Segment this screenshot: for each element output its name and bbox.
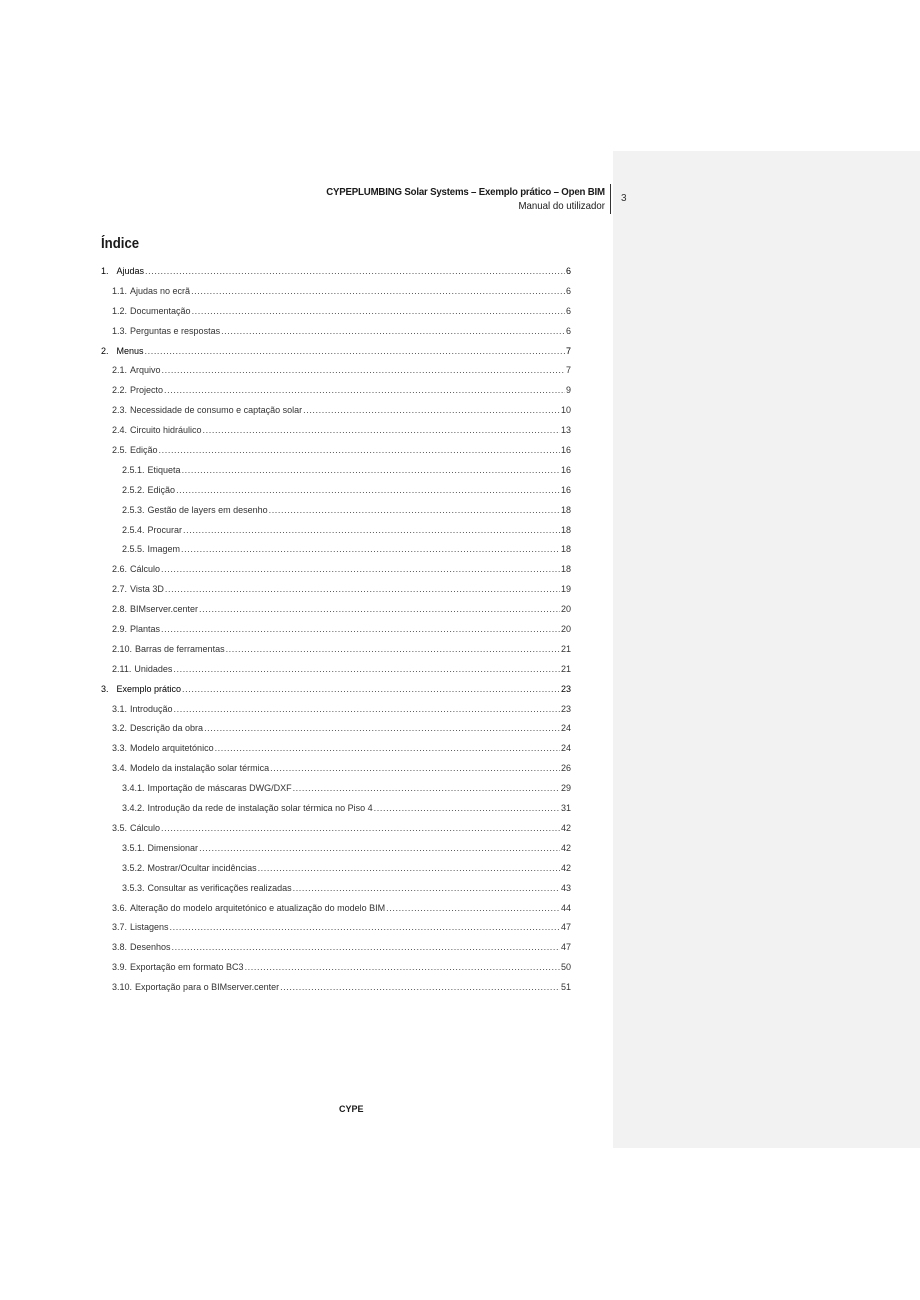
toc-dot-leader — [172, 940, 560, 954]
toc-entry[interactable] — [101, 263, 571, 283]
toc-entry-label: Cálculo — [130, 822, 161, 833]
toc-entry[interactable] — [101, 641, 571, 661]
toc-entry-label: Vista 3D — [130, 584, 164, 595]
toc-entry-number: 2.2. — [112, 385, 128, 396]
toc-entry-page: 6 — [565, 285, 571, 296]
toc-dot-leader — [293, 781, 560, 795]
toc-entry-page: 47 — [560, 942, 571, 953]
toc-entry-number: 2.9. — [112, 624, 128, 635]
toc-dot-leader — [174, 702, 560, 716]
toc-entry-page: 26 — [560, 763, 571, 774]
toc-dot-leader — [161, 622, 560, 636]
toc-entry-page: 20 — [560, 624, 571, 635]
toc-dot-leader — [221, 324, 565, 338]
toc-dot-leader — [226, 642, 560, 656]
toc-entry-page: 42 — [560, 862, 571, 873]
toc-entry-page: 18 — [560, 564, 571, 575]
toc-entry-label: Imagem — [147, 544, 181, 555]
toc-entry-label: Procurar — [147, 524, 183, 535]
toc-dot-leader — [165, 582, 560, 596]
toc-entry-page: 20 — [560, 604, 571, 615]
toc-entry-label: Introdução da rede de instalação solar térmica no Piso 4 — [147, 803, 373, 814]
toc-entry-number: 3.4. — [112, 763, 128, 774]
toc-entry-label: Documentação — [130, 305, 191, 316]
toc-entry-number: 2.10. — [112, 643, 133, 654]
toc-entry-page: 43 — [560, 882, 571, 893]
toc-dot-leader — [162, 363, 565, 377]
toc-entry-number: 3.4.1. — [122, 783, 145, 794]
toc-entry[interactable] — [101, 701, 571, 721]
toc-entry-label: Modelo da instalação solar térmica — [130, 763, 270, 774]
toc-entry-page: 7 — [565, 365, 571, 376]
toc-dot-leader — [374, 801, 560, 815]
toc-entry-number: 3.7. — [112, 922, 128, 933]
toc-dot-leader — [270, 761, 560, 775]
toc-entry-label: Exemplo prático — [116, 683, 182, 694]
toc-entry-number: 2.7. — [112, 584, 128, 595]
toc-entry-label: Alteração do modelo arquitetónico e atualização do modelo BIM — [130, 902, 386, 913]
toc-entry-page: 23 — [560, 703, 571, 714]
page-header — [302, 185, 605, 213]
toc-entry-label: Cálculo — [130, 564, 161, 575]
toc-entry-label: Dimensionar — [147, 842, 199, 853]
toc-entry-page: 24 — [560, 743, 571, 754]
toc-entry[interactable] — [101, 601, 571, 621]
toc-dot-leader — [199, 602, 560, 616]
toc-entry-page: 50 — [560, 962, 571, 973]
toc-entry-number: 3.5.1. — [122, 842, 145, 853]
toc-entry-label: Introdução — [130, 703, 173, 714]
toc-entry-page: 6 — [565, 305, 571, 316]
toc-entry-label: Modelo arquitetónico — [130, 743, 214, 754]
toc-dot-leader — [183, 523, 560, 537]
toc-entry-number: 2.11. — [112, 663, 132, 674]
toc-entry[interactable] — [101, 979, 571, 999]
toc-entry-label: Unidades — [134, 663, 173, 674]
toc-entry-label: Exportação em formato BC3 — [130, 962, 244, 973]
toc-entry-number: 2.5. — [112, 445, 128, 456]
toc-entry-number: 3.4.2. — [122, 803, 145, 814]
toc-entry[interactable] — [101, 621, 571, 641]
toc-dot-leader — [159, 443, 560, 457]
toc-entry-number: 3.5.2. — [122, 862, 145, 873]
toc-entry[interactable] — [101, 541, 571, 561]
toc-entry-page: 6 — [565, 325, 571, 336]
toc-entry-number: 2.5.3. — [122, 504, 145, 515]
toc-entry[interactable] — [101, 860, 571, 880]
toc-entry-page: 16 — [560, 464, 571, 475]
toc-entry-label: Descrição da obra — [130, 723, 204, 734]
toc-dot-leader — [293, 881, 560, 895]
toc-entry-page: 47 — [560, 922, 571, 933]
toc-entry[interactable] — [101, 502, 571, 522]
toc-entry[interactable] — [101, 283, 571, 303]
toc-entry-number: 2.8. — [112, 604, 128, 615]
toc-entry-number: 3.5.3. — [122, 882, 145, 893]
footer-brand: CYPE — [339, 1104, 364, 1114]
toc-entry-number: 2.5.1. — [122, 464, 145, 475]
toc-dot-leader — [215, 741, 560, 755]
toc-entry[interactable] — [101, 939, 571, 959]
toc-entry-number: 2.1. — [112, 365, 128, 376]
page-number: 3 — [621, 193, 627, 204]
toc-entry-page: 42 — [560, 842, 571, 853]
table-of-contents — [101, 263, 571, 999]
toc-entry-page: 16 — [560, 484, 571, 495]
toc-entry-page: 18 — [560, 544, 571, 555]
toc-entry-page: 51 — [560, 982, 571, 993]
toc-dot-leader — [204, 721, 560, 735]
toc-entry-label: Mostrar/Ocultar incidências — [147, 862, 257, 873]
toc-entry-number: 1.1. — [112, 285, 128, 296]
toc-entry-page: 18 — [560, 524, 571, 535]
toc-entry[interactable] — [101, 462, 571, 482]
toc-entry-number: 3. — [101, 683, 109, 694]
toc-entry[interactable] — [101, 442, 571, 462]
toc-entry[interactable] — [101, 402, 571, 422]
toc-entry[interactable] — [101, 919, 571, 939]
toc-entry-page: 31 — [560, 803, 571, 814]
toc-entry-number: 2.3. — [112, 405, 128, 416]
toc-entry[interactable] — [101, 382, 571, 402]
toc-entry[interactable] — [101, 880, 571, 900]
toc-entry[interactable] — [101, 522, 571, 542]
toc-dot-leader — [192, 304, 565, 318]
toc-entry[interactable] — [101, 740, 571, 760]
toc-entry-page: 7 — [565, 345, 571, 356]
toc-entry[interactable] — [101, 840, 571, 860]
toc-entry-label: Consultar as verificações realizadas — [147, 882, 292, 893]
toc-entry-number: 3.10. — [112, 982, 133, 993]
toc-entry-label: Exportação para o BIMserver.center — [135, 982, 280, 993]
toc-dot-leader — [280, 980, 560, 994]
toc-entry-label: Necessidade de consumo e captação solar — [130, 405, 303, 416]
toc-entry-page: 9 — [565, 385, 571, 396]
toc-entry-number: 3.1. — [112, 703, 128, 714]
toc-entry[interactable] — [101, 303, 571, 323]
toc-dot-leader — [173, 662, 560, 676]
toc-dot-leader — [161, 821, 560, 835]
toc-entry[interactable] — [101, 959, 571, 979]
toc-dot-leader — [386, 901, 560, 915]
toc-dot-leader — [269, 503, 560, 517]
toc-entry-number: 2.4. — [112, 425, 128, 436]
toc-entry-page: 44 — [560, 902, 571, 913]
toc-dot-leader — [176, 483, 560, 497]
toc-entry[interactable] — [101, 820, 571, 840]
toc-dot-leader — [182, 682, 560, 696]
toc-heading: Índice — [101, 235, 140, 252]
toc-dot-leader — [199, 841, 560, 855]
header-divider — [610, 184, 611, 214]
toc-entry[interactable] — [101, 482, 571, 502]
toc-entry-label: Importação de máscaras DWG/DXF — [147, 783, 292, 794]
toc-entry[interactable] — [101, 760, 571, 780]
toc-entry-number: 3.9. — [112, 962, 128, 973]
toc-entry-number: 2.6. — [112, 564, 128, 575]
toc-entry-label: Projecto — [130, 385, 164, 396]
toc-entry[interactable] — [101, 561, 571, 581]
toc-entry-label: Arquivo — [130, 365, 161, 376]
toc-entry-label: Barras de ferramentas — [135, 643, 225, 654]
toc-entry-page: 16 — [560, 445, 571, 456]
toc-entry[interactable] — [101, 661, 571, 681]
toc-entry-label: Edição — [147, 484, 176, 495]
toc-entry-page: 42 — [560, 822, 571, 833]
toc-entry-page: 6 — [565, 266, 571, 276]
toc-entry-number: 3.2. — [112, 723, 128, 734]
comment-margin-pane — [613, 151, 920, 1148]
toc-entry-page: 29 — [560, 783, 571, 794]
toc-dot-leader — [203, 423, 560, 437]
toc-entry-label: Ajudas no ecrã — [130, 285, 191, 296]
header-title: CYPEPLUMBING Solar Systems – Exemplo prático – Open BIM — [326, 186, 605, 198]
toc-entry-label: Plantas — [130, 624, 161, 635]
toc-entry-number: 3.6. — [112, 902, 128, 913]
toc-dot-leader — [145, 264, 565, 278]
toc-entry[interactable] — [101, 362, 571, 382]
toc-entry-label: Desenhos — [130, 942, 171, 953]
toc-entry-page: 18 — [560, 504, 571, 515]
toc-entry-number: 2.5.4. — [122, 524, 145, 535]
toc-dot-leader — [164, 383, 565, 397]
toc-dot-leader — [303, 403, 560, 417]
toc-dot-leader — [161, 562, 560, 576]
toc-dot-leader — [181, 542, 560, 556]
toc-entry-number: 3.5. — [112, 822, 128, 833]
toc-entry[interactable] — [101, 323, 571, 343]
toc-entry-page: 19 — [560, 584, 571, 595]
toc-entry-page: 10 — [560, 405, 571, 416]
toc-entry-page: 21 — [560, 643, 571, 654]
toc-entry-label: Circuito hidráulico — [130, 425, 202, 436]
toc-dot-leader — [191, 284, 565, 298]
toc-entry[interactable] — [101, 900, 571, 920]
toc-entry[interactable] — [101, 720, 571, 740]
toc-entry[interactable] — [101, 780, 571, 800]
toc-entry-label: Ajudas — [116, 266, 145, 276]
toc-dot-leader — [145, 344, 565, 358]
toc-entry-label: Menus — [116, 345, 144, 356]
toc-entry-label: Edição — [130, 445, 158, 456]
toc-entry-number: 1.3. — [112, 325, 128, 336]
toc-entry-label: Perguntas e respostas — [130, 325, 221, 336]
toc-entry[interactable] — [101, 581, 571, 601]
toc-entry-page: 21 — [560, 663, 571, 674]
toc-entry-page: 13 — [560, 425, 571, 436]
toc-entry[interactable] — [101, 343, 571, 363]
toc-entry-number: 2.5.2. — [122, 484, 145, 495]
toc-entry-page: 23 — [560, 683, 571, 694]
toc-entry-label: Etiqueta — [147, 464, 181, 475]
toc-entry[interactable] — [101, 422, 571, 442]
toc-entry-label: Listagens — [130, 922, 169, 933]
toc-entry-number: 1.2. — [112, 305, 128, 316]
toc-entry-number: 3.8. — [112, 942, 128, 953]
toc-entry-number: 1. — [101, 266, 109, 276]
toc-dot-leader — [245, 960, 560, 974]
header-subtitle: Manual do utilizador — [518, 200, 605, 212]
toc-dot-leader — [258, 861, 560, 875]
toc-entry[interactable] — [101, 800, 571, 820]
toc-entry-page: 24 — [560, 723, 571, 734]
toc-entry-label: BIMserver.center — [130, 604, 199, 615]
toc-dot-leader — [182, 463, 560, 477]
toc-dot-leader — [170, 920, 560, 934]
toc-entry-number: 3.3. — [112, 743, 128, 754]
toc-entry-label: Gestão de layers em desenho — [147, 504, 268, 515]
toc-entry-number: 2. — [101, 345, 109, 356]
toc-entry-number: 2.5.5. — [122, 544, 145, 555]
toc-entry[interactable] — [101, 681, 571, 701]
